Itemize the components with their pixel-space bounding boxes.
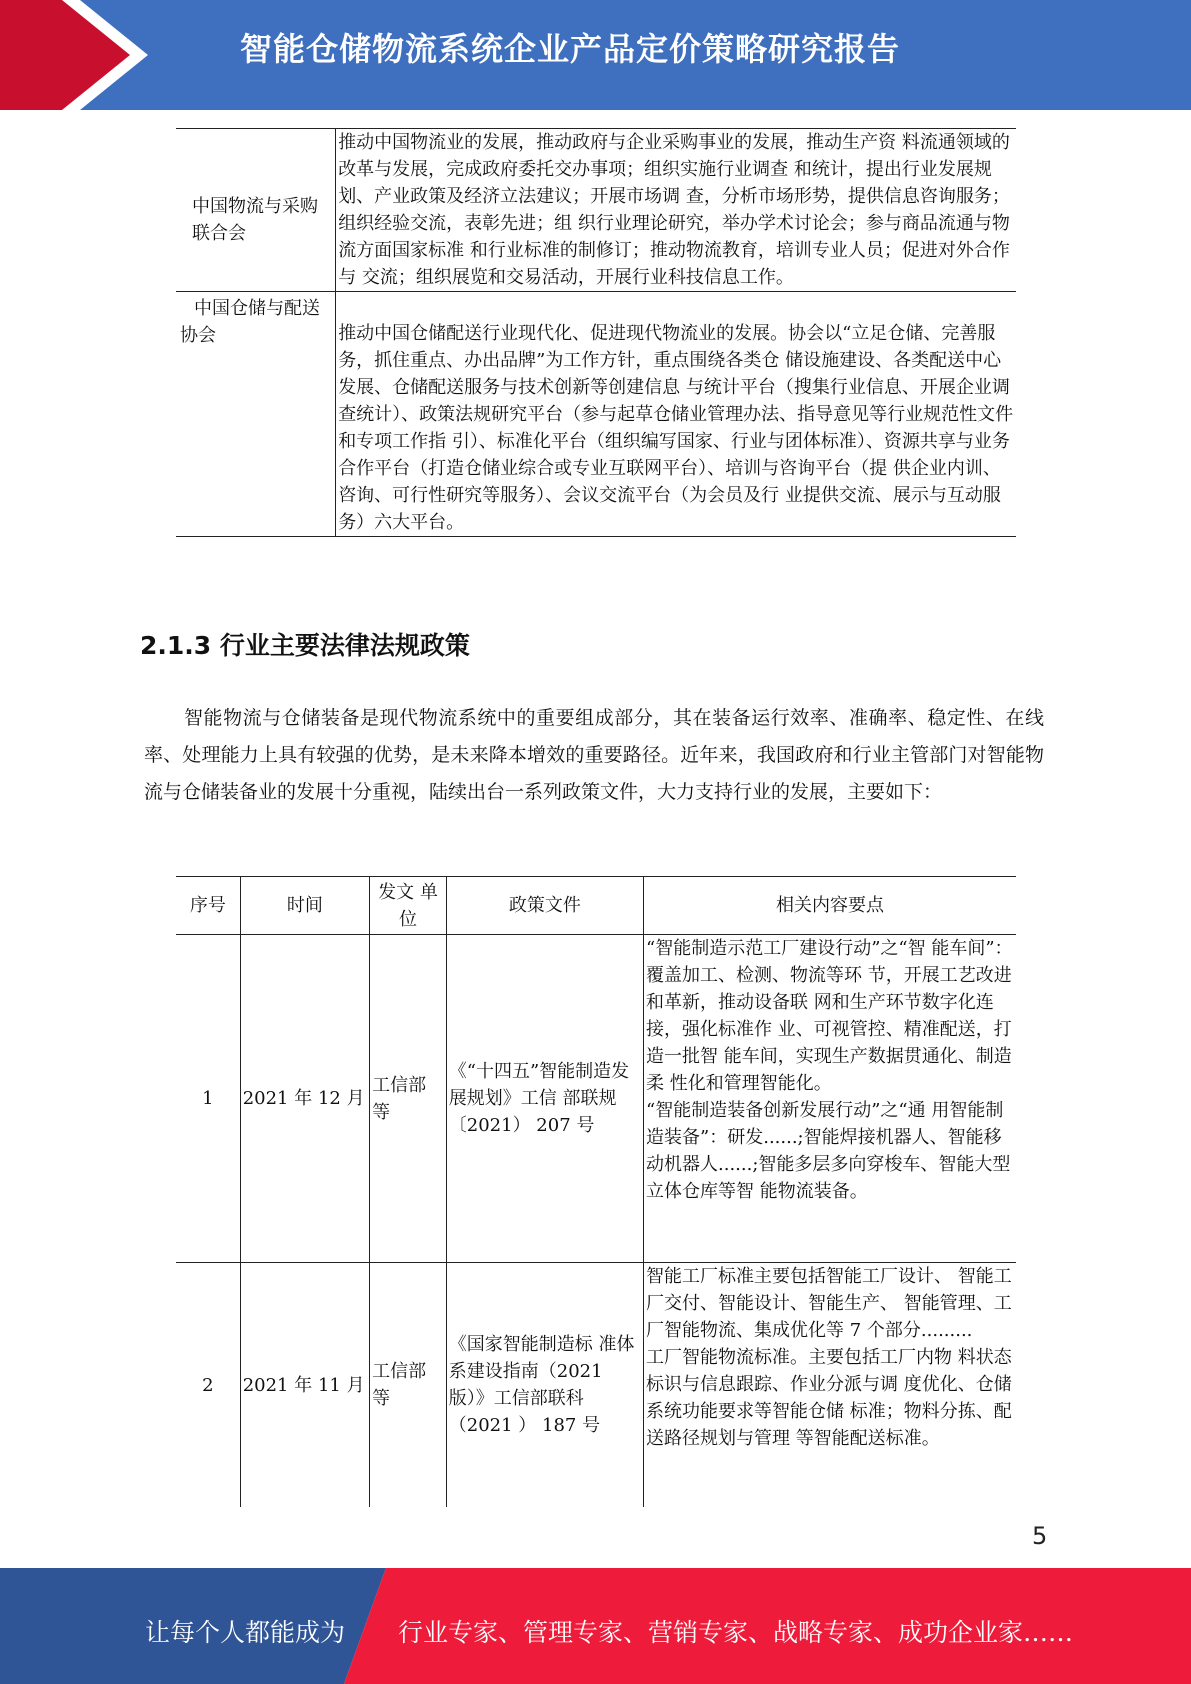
issue-time: 2021 年 12 月 xyxy=(240,935,369,1263)
header-cell: 相关内容要点 xyxy=(644,877,1016,935)
intro-paragraph: 智能物流与仓储装备是现代物流系统中的重要组成部分，其在装备运行效率、准确率、稳定性、在线率、处理能力上具有较强的优势，是未来降本增效的重要路径。近年来，我国政府和行业主管部门对智能物流与仓储装备业的发展十分重视，陆续出台一系列政策文件，大力支持行业的发展，主要如下： xyxy=(144,707,1044,803)
issuer: 工信部等 xyxy=(370,1263,447,1508)
table-row xyxy=(176,292,1016,537)
org-name: 中国仓储与配送协会 xyxy=(180,298,320,346)
content-points: 智能工厂标准主要包括智能工厂设计、 智能工厂交付、智能设计、智能生产、 智能管理、工厂智能物流、集成优化等 7 个部分......... 工厂智能物流标准。主要包括工厂内物 料状态标识与信息跟踪、作业分派与调 度优化、仓储系统功能要求等智能仓储 标准；物料分拣、配送路径规划与管理 等智能配送标准。 xyxy=(646,1266,1012,1449)
header-cell: 时间 xyxy=(240,877,369,935)
policy-table xyxy=(176,876,1016,1507)
report-title: 智能仓储物流系统企业产品定价策略研究报告 xyxy=(240,30,901,68)
table-header-row xyxy=(176,877,1016,935)
header-cell: 序号 xyxy=(176,877,240,935)
issuer: 工信部等 xyxy=(370,935,447,1263)
content-points: “智能制造示范工厂建设行动”之“智 能车间”：覆盖加工、检测、物流等环 节，开展工艺改进和革新，推动设备联 网和生产环节数字化连接，强化标准作 业、可视管控、精准配送，打造一批智 能车间，实现生产数据贯通化、制造柔 性化和管理智能化。 “智能制造装备创新发展行动”之“通 用智能制造装备”：研发......;智能焊接机器人、智能移动机器人......;智能多层多向穿梭车、智能大型立体仓库等智 能物流装备。 xyxy=(644,935,1016,1263)
page-number: 5 xyxy=(1032,1522,1048,1550)
association-table xyxy=(176,128,1016,537)
header-cell: 发文 单位 xyxy=(370,877,447,935)
footer-slogan-left: 让每个人都能成为 xyxy=(145,1618,346,1647)
org-description: 推动中国仓储配送行业现代化、促进现代物流业的发展。协会以“立足仓储、完善服务，抓住重点、办出品牌”为工作方针，重点围绕各类仓 储设施建设、各类配送中心发展、仓储配送服务与技术创新等创建信息 与统计平台（搜集行业信息、开展企业调查统计）、政策法规研究平台（参与起草仓储业管理办法、指导意见等行业规范性文件和专项工作指 引）、标准化平台（组织编写国家、行业与团体标准）、资源共享与业务 合作平台（打造仓储业综合或专业互联网平台）、培训与咨询平台（提 供企业内训、咨询、可行性研究等服务）、会议交流平台（为会员及行 业提供交流、展示与互动服务）六大平台。 xyxy=(338,323,1014,533)
policy-document: 《国家智能制造标 准体系建设指南（2021 版）》工信部联科（2021 ） 187 号 xyxy=(446,1263,643,1508)
page-header xyxy=(0,0,1191,110)
table-row xyxy=(176,1263,1016,1508)
header-cell: 政策文件 xyxy=(446,877,643,935)
footer-slogan-right: 行业专家、管理专家、营销专家、战略专家、成功企业家…… xyxy=(398,1618,1074,1647)
row-number: 2 xyxy=(176,1263,240,1508)
org-name: 中国物流与采购联合会 xyxy=(192,196,318,244)
table-row xyxy=(176,935,1016,1263)
section-heading: 2.1.3 行业主要法律法规政策 xyxy=(140,631,470,660)
issue-time: 2021 年 11 月 xyxy=(240,1263,369,1508)
table-row xyxy=(176,129,1016,292)
row-number: 1 xyxy=(176,935,240,1263)
policy-document: 《“十四五”智能制造发展规划》工信 部联规〔2021） 207 号 xyxy=(446,935,643,1263)
org-description: 推动中国物流业的发展，推动政府与企业采购事业的发展，推动生产资 料流通领域的改革与发展，完成政府委托交办事项；组织实施行业调查 和统计，提出行业发展规划、产业政策及经济立法建议；开展市场调 查，分析市场形势，提供信息咨询服务；组织经验交流，表彰先进；组 织行业理论研究，举办学术讨论会；参与商品流通与物流方面国家标准 和行业标准的制修订；推动物流教育，培训专业人员；促进对外合作与 交流；组织展览和交易活动，开展行业科技信息工作。 xyxy=(336,129,1016,292)
